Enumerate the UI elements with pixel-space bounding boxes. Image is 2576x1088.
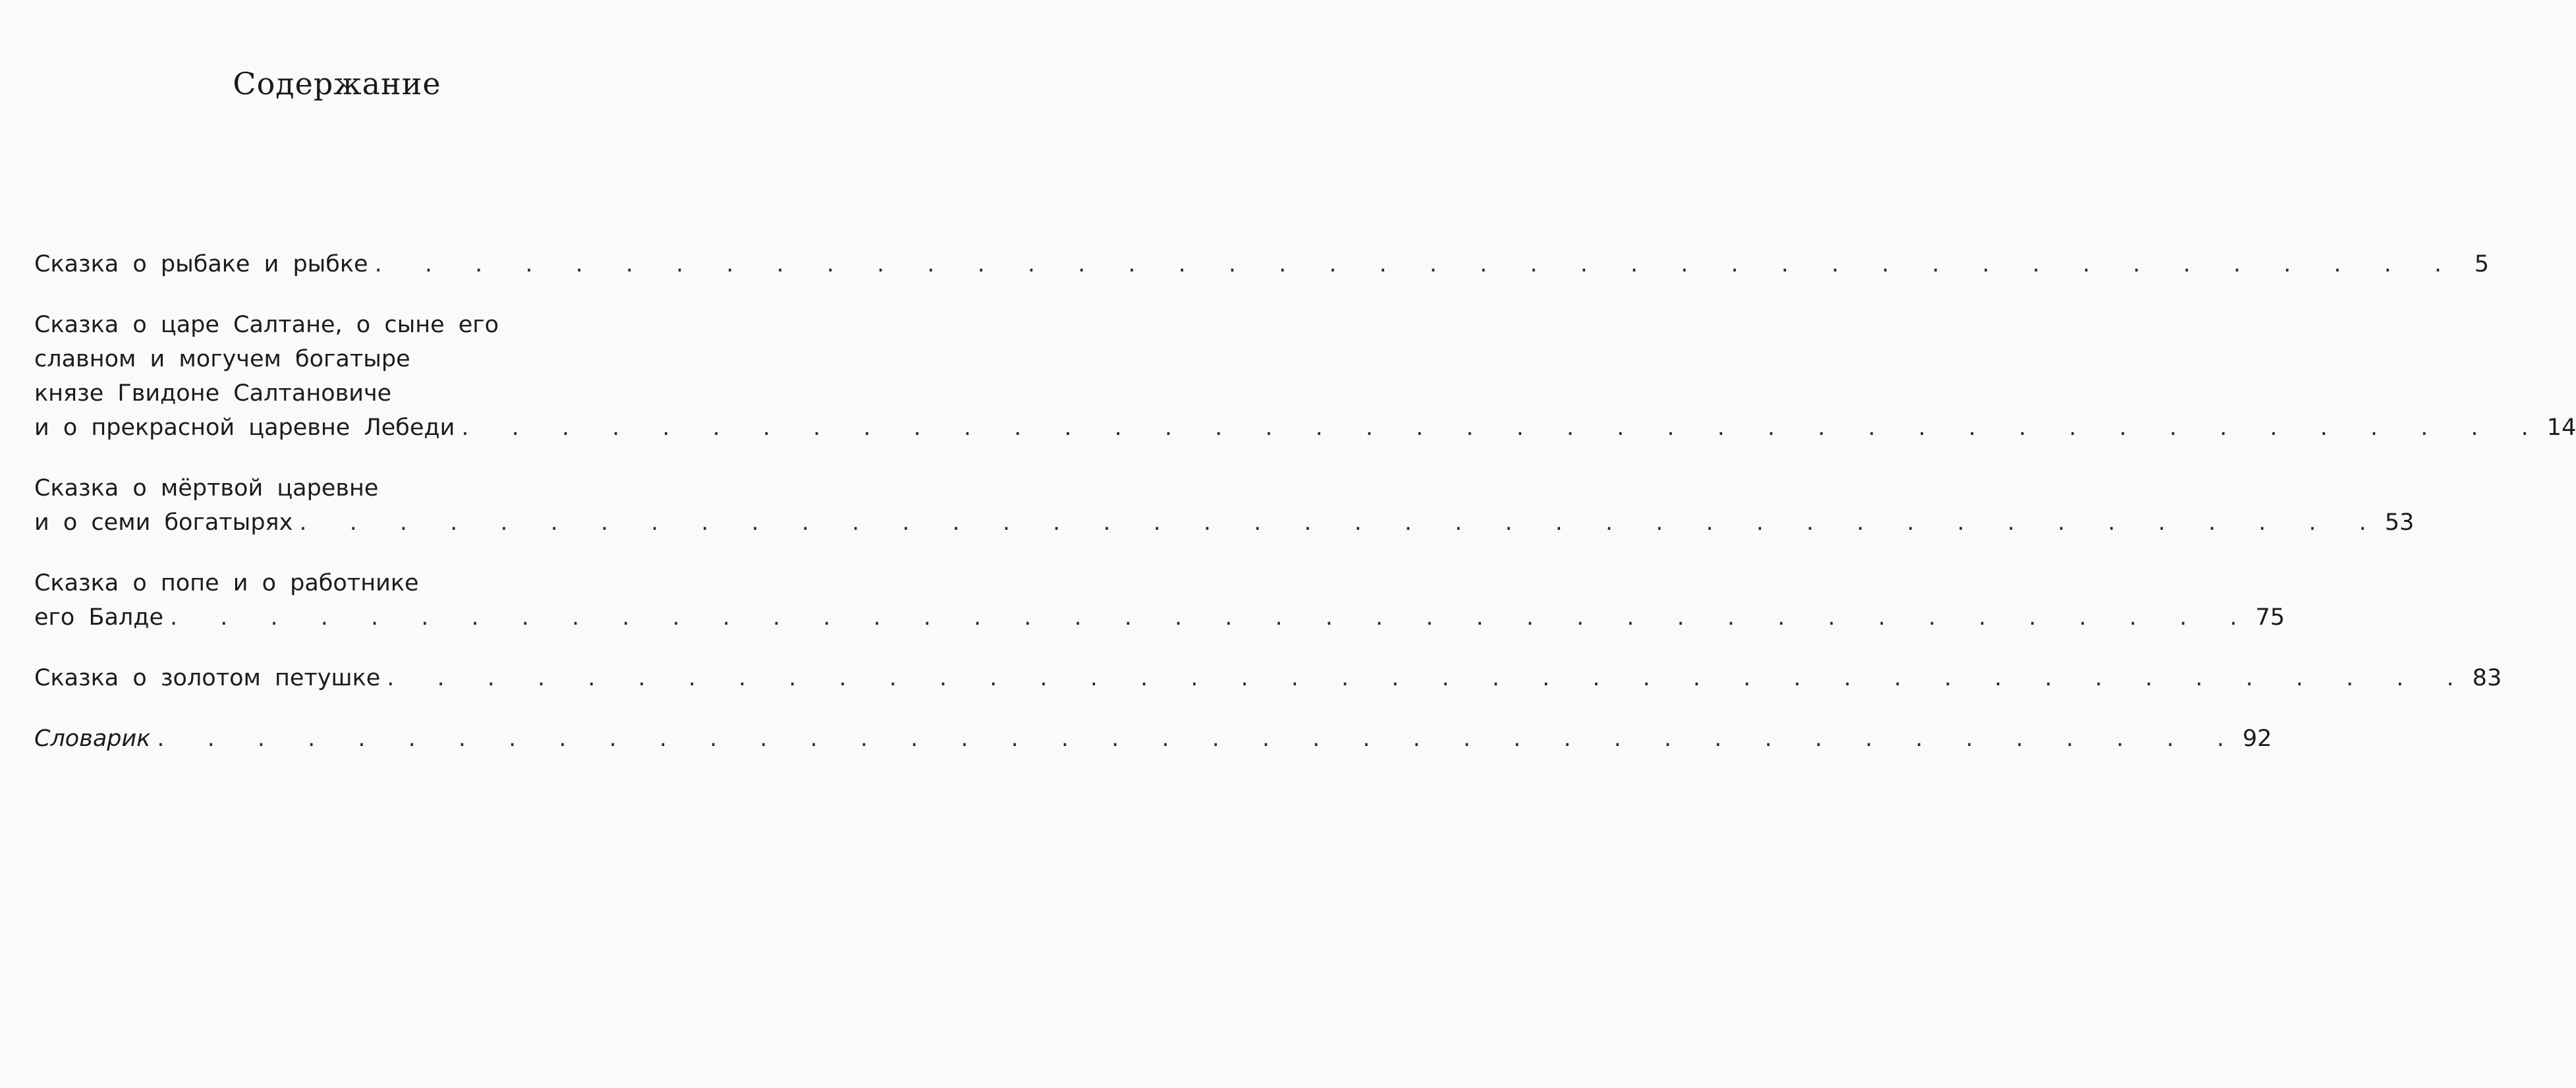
toc-entry-title-line: славном и могучем богатыре [34, 346, 410, 372]
toc-entry-title-line: князе Гвидоне Салтановиче [34, 380, 392, 407]
toc-page-number: 5 [2474, 251, 2489, 277]
toc-entry[interactable] [34, 722, 2272, 756]
toc-entry-title-line: и о семи богатырях [34, 509, 293, 536]
toc-entry[interactable] [34, 247, 2489, 281]
toc-entry-title-line: Сказка о попе и о работнике [34, 570, 419, 596]
toc-entry[interactable] [34, 308, 2576, 445]
dot-leader: . . . . . . . . . . . . . . . . . . . . . . . . . . . . . . . . . . . . . . . . . . [387, 665, 2469, 691]
toc-entry-title-line: и о прекрасной царевне Лебеди [34, 415, 455, 441]
dot-leader: . . . . . . . . . . . . . . . . . . . . . . . . . . . . . . . . . . . . . . . . . . [374, 251, 2456, 277]
toc-page-number: 83 [2472, 665, 2502, 691]
toc-entry-title: Сказка о золотом петушке [34, 665, 381, 691]
toc-page-number: 53 [2384, 509, 2415, 536]
toc-page-number: 92 [2242, 726, 2272, 752]
dot-leader: . . . . . . . . . . . . . . . . . . . . . . . . . . . . . . . . . . . . . . . . . . [461, 415, 2543, 441]
page-title: Содержание [233, 66, 441, 101]
toc-entry[interactable] [34, 471, 2415, 540]
toc-page-number: 75 [2255, 604, 2285, 631]
toc-entry-title: Словарик [34, 726, 151, 752]
toc-entry-title-line: Сказка о царе Салтане, о сыне его [34, 312, 499, 338]
toc-page-number: 14 [2546, 415, 2576, 441]
table-of-contents [34, 247, 2576, 782]
toc-entry[interactable] [34, 566, 2285, 635]
dot-leader: . . . . . . . . . . . . . . . . . . . . . . . . . . . . . . . . . . . . . . . . . . [157, 726, 2239, 752]
dot-leader: . . . . . . . . . . . . . . . . . . . . . . . . . . . . . . . . . . . . . . . . . . [299, 509, 2381, 536]
toc-entry-title: Сказка о рыбаке и рыбке [34, 251, 368, 277]
toc-entry-title-line: Сказка о мёртвой царевне [34, 475, 379, 501]
toc-entry[interactable] [34, 661, 2502, 695]
dot-leader: . . . . . . . . . . . . . . . . . . . . . . . . . . . . . . . . . . . . . . . . . . [170, 604, 2252, 631]
toc-entry-title-line: его Балде [34, 604, 164, 631]
